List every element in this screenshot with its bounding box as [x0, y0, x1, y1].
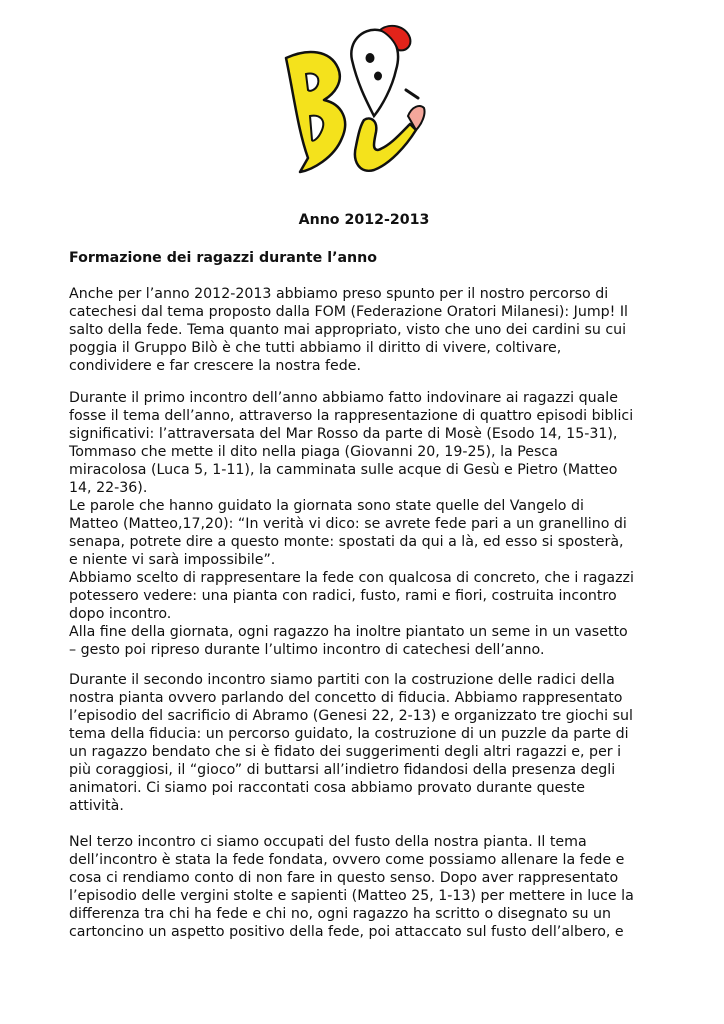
- paragraph-intro: [69, 285, 659, 375]
- text-line: potessero vedere: una pianta con radici, fusto, rami e fiori, costruita incontro: [69, 588, 617, 604]
- text-line: cartoncino un aspetto positivo della fede, poi attaccato sul fusto dell’albero, e: [69, 924, 624, 940]
- text-line: Durante il primo incontro dell’anno abbiamo fatto indovinare ai ragazzi quale: [69, 390, 618, 406]
- logo-letter-l: [355, 119, 416, 171]
- bilo-logo: [278, 20, 428, 180]
- text-line: miracolosa (Luca 5, 1-11), la camminata sulle acque di Gesù e Pietro (Matteo: [69, 462, 618, 478]
- text-line: catechesi dal tema proposto dalla FOM (Federazione Oratori Milanesi): Jump! Il: [69, 304, 628, 320]
- paragraph-first-meeting: [69, 389, 659, 659]
- text-line: significativi: l’attraversata del Mar Rosso da parte di Mosè (Esodo 14, 15-31),: [69, 426, 618, 442]
- text-line: un ragazzo bendato che si è fidato dei suggerimenti degli altri ragazzi e, per i: [69, 744, 622, 760]
- section-heading: Formazione dei ragazzi durante l’anno: [69, 250, 377, 266]
- text-line: Anche per l’anno 2012-2013 abbiamo preso spunto per il nostro percorso di: [69, 286, 609, 302]
- text-line: dopo incontro.: [69, 606, 172, 622]
- text-line: – gesto poi ripreso durante l’ultimo incontro di catechesi dell’anno.: [69, 642, 545, 658]
- paragraph-third-meeting: [69, 833, 659, 941]
- paragraph-second-meeting: [69, 671, 659, 815]
- document-year-title: Anno 2012-2013: [298, 212, 430, 228]
- text-line: 14, 22-36).: [69, 480, 148, 496]
- text-line: Le parole che hanno guidato la giornata sono state quelle del Vangelo di: [69, 498, 584, 514]
- logo-letter-b: [286, 52, 345, 172]
- text-line: Durante il secondo incontro siamo partiti con la costruzione delle radici della: [69, 672, 615, 688]
- text-line: nostra pianta ovvero parlando del concetto di fiducia. Abbiamo rappresentato: [69, 690, 623, 706]
- text-line: poggia il Gruppo Bilò è che tutti abbiamo il diritto di vivere, coltivare,: [69, 340, 562, 356]
- text-line: Alla fine della giornata, ogni ragazzo ha inoltre piantato un seme in un vasetto: [69, 624, 628, 640]
- text-line: tema della fiducia: un percorso guidato, la costruzione di un puzzle da parte di: [69, 726, 629, 742]
- text-line: dell’incontro è stata la fede fondata, ovvero come possiamo allenare la fede e: [69, 852, 625, 868]
- text-line: Abbiamo scelto di rappresentare la fede con qualcosa di concreto, che i ragazzi: [69, 570, 634, 586]
- logo-letter-i-head: [351, 30, 398, 116]
- text-line: fosse il tema dell’anno, attraverso la rappresentazione di quattro episodi biblici: [69, 408, 634, 424]
- text-line: cosa ci rendiamo conto di non fare in questo senso. Dopo aver rappresentato: [69, 870, 619, 886]
- text-line: l’episodio del sacrificio di Abramo (Genesi 22, 2-13) e organizzato tre giochi sul: [69, 708, 633, 724]
- text-line: e niente vi sarà impossibile”.: [69, 552, 276, 568]
- text-line: Nel terzo incontro ci siamo occupati del fusto della nostra pianta. Il tema: [69, 834, 587, 850]
- text-line: salto della fede. Tema quanto mai appropriato, visto che uno dei cardini su cui: [69, 322, 627, 338]
- text-line: condividere e far crescere la nostra fede.: [69, 358, 362, 374]
- text-line: attività.: [69, 798, 124, 814]
- bilo-logo-graphic: [278, 20, 428, 180]
- text-line: differenza tra chi ha fede e chi no, ogni ragazzo ha scritto o disegnato su un: [69, 906, 612, 922]
- text-line: più coraggiosi, il “gioco” di buttarsi all’indietro fidandosi della presenza degli: [69, 762, 616, 778]
- text-line: animatori. Ci siamo poi raccontati cosa abbiamo provato durante queste: [69, 780, 585, 796]
- text-line: l’episodio delle vergini stolte e sapienti (Matteo 25, 1-13) per mettere in luce la: [69, 888, 634, 904]
- text-line: Matteo (Matteo,17,20): “In verità vi dico: se avrete fede pari a un granellino di: [69, 516, 627, 532]
- text-line: Tommaso che mette il dito nella piaga (Giovanni 20, 19-25), la Pesca: [69, 444, 558, 460]
- text-line: senapa, potrete dire a questo monte: spostati da qui a là, ed esso si sposterà,: [69, 534, 624, 550]
